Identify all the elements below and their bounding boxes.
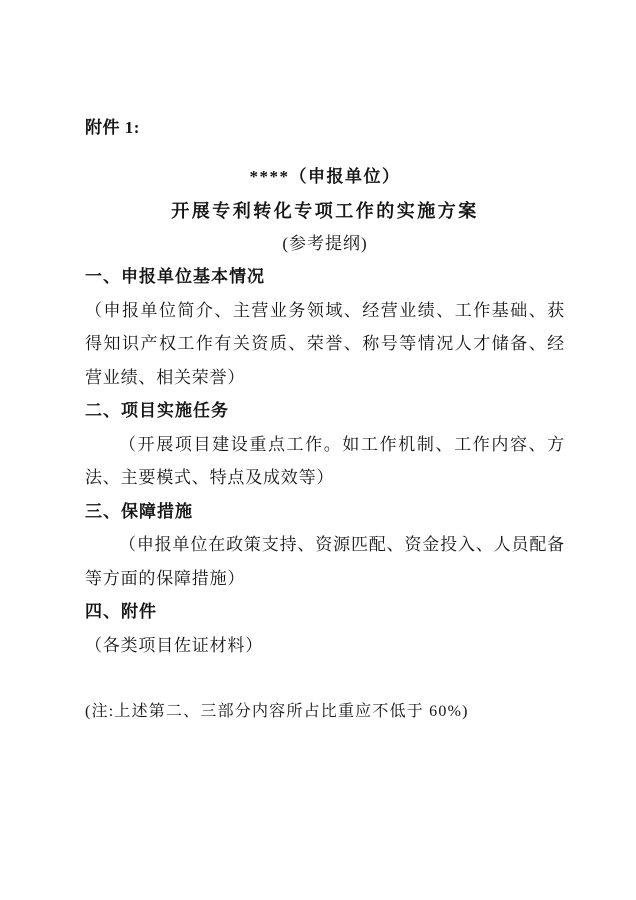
section-1-body: （申报单位简介、主营业务领域、经营业绩、工作基础、获得知识产权工作有关资质、荣誉、称号等情况人才储备、经营业绩、相关荣誉） — [85, 300, 565, 387]
footnote: (注:上述第二、三部分内容所占比重应不低于 60%) — [85, 703, 469, 720]
section-4-body: （各类项目佐证材料） — [85, 635, 263, 655]
section-4 — [85, 595, 565, 662]
section-1 — [85, 260, 565, 394]
document-subtitle: (参考提纲) — [282, 234, 368, 253]
attachment-label: 附件 1: — [85, 118, 140, 137]
section-2 — [85, 394, 565, 495]
section-4-heading: 四、附件 — [85, 602, 157, 621]
document-title: 开展专利转化专项工作的实施方案 — [171, 201, 479, 221]
section-1-heading: 一、申报单位基本情况 — [85, 267, 265, 286]
section-3 — [85, 495, 565, 596]
section-3-body: （申报单位在政策支持、资源匹配、资金投入、人员配备等方面的保障措施） — [85, 535, 565, 588]
title-applicant-unit: ****（申报单位） — [249, 167, 401, 186]
title-block — [85, 160, 565, 260]
section-3-heading: 三、保障措施 — [85, 501, 193, 521]
section-2-heading: 二、项目实施任务 — [85, 401, 229, 420]
section-2-body: （开展项目建设重点工作。如工作机制、工作内容、方法、主要模式、特点及成效等） — [85, 434, 565, 487]
